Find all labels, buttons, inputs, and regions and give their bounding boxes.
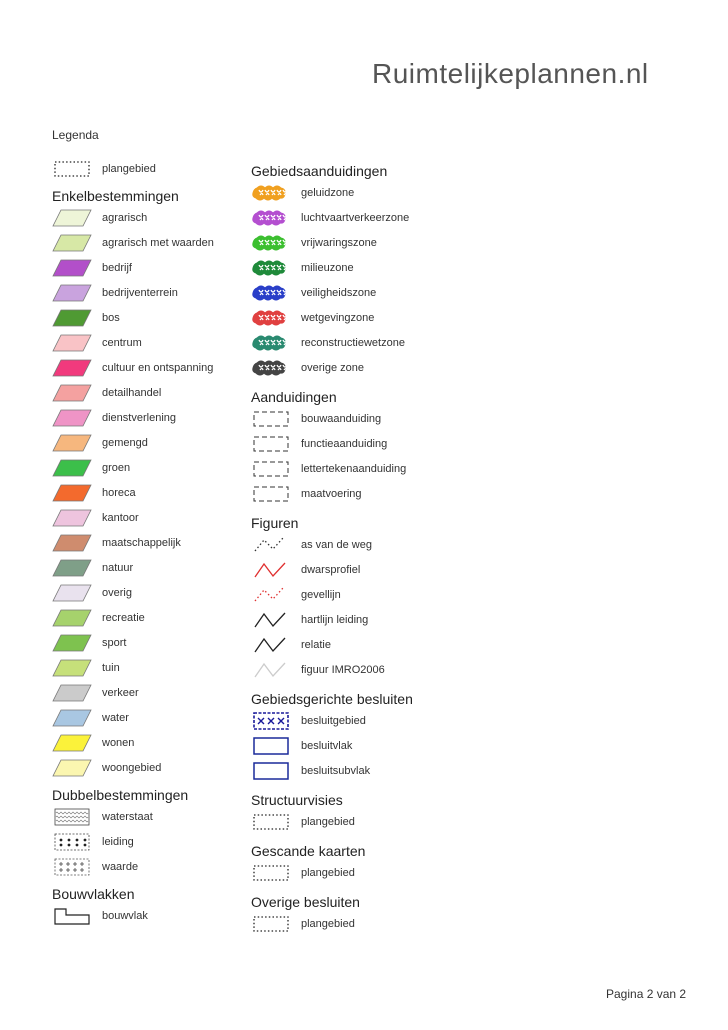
legend-item-label: as van de weg bbox=[301, 538, 372, 551]
zone-swatch-icon bbox=[251, 209, 291, 227]
legend-item-label: waarde bbox=[102, 860, 139, 873]
zone-swatch-icon bbox=[251, 184, 291, 202]
para-swatch-icon bbox=[52, 484, 92, 502]
line-solid-swatch-icon bbox=[251, 561, 291, 579]
para-swatch-icon bbox=[52, 284, 92, 302]
legend-item-gevellijn bbox=[251, 582, 441, 607]
section-title: Aanduidingen bbox=[251, 389, 337, 405]
legend-item-label: verkeer bbox=[102, 686, 139, 699]
legend-item-lettertekenaanduiding bbox=[251, 456, 441, 481]
para-swatch-icon bbox=[52, 434, 92, 452]
legend-item-label: bedrijventerrein bbox=[102, 286, 178, 299]
legend-item-horeca bbox=[52, 480, 242, 505]
section-title: Overige besluiten bbox=[251, 894, 360, 910]
zone-swatch-icon bbox=[251, 234, 291, 252]
legend-item-plangebied bbox=[251, 911, 441, 936]
para-swatch-icon bbox=[52, 734, 92, 752]
legend-item-label: plangebied bbox=[301, 815, 355, 828]
para-swatch-icon bbox=[52, 309, 92, 327]
legend-section-figuren bbox=[251, 514, 441, 682]
bouwvlak-swatch-icon bbox=[52, 907, 92, 925]
legend-item-relatie bbox=[251, 632, 441, 657]
legend-item-label: wonen bbox=[102, 736, 135, 749]
para-swatch-icon bbox=[52, 684, 92, 702]
legend-item-overige-zone bbox=[251, 355, 441, 380]
dash-rect-swatch-icon bbox=[251, 460, 291, 478]
legend-item-label: plangebied bbox=[102, 162, 156, 175]
line-dotted-swatch-icon bbox=[251, 586, 291, 604]
legend-item-gemengd bbox=[52, 430, 242, 455]
legend-item-waterstaat bbox=[52, 804, 242, 829]
para-swatch-icon bbox=[52, 709, 92, 727]
dash-rect-swatch-icon bbox=[251, 410, 291, 428]
legend-item-label: gemengd bbox=[102, 436, 148, 449]
dotted-rect-swatch-icon bbox=[251, 915, 291, 933]
legend-column-left bbox=[52, 156, 242, 928]
legend-item-vrijwaringszone bbox=[251, 230, 441, 255]
para-swatch-icon bbox=[52, 659, 92, 677]
legend-item-label: bedrijf bbox=[102, 261, 132, 274]
legend-item-besluitgebied bbox=[251, 708, 441, 733]
legend-item-agrarisch bbox=[52, 205, 242, 230]
legend-item-bos bbox=[52, 305, 242, 330]
legend-item-label: cultuur en ontspanning bbox=[102, 361, 214, 374]
legend-item-maatvoering bbox=[251, 481, 441, 506]
legend-item-label: waterstaat bbox=[102, 810, 153, 823]
legend-item-water bbox=[52, 705, 242, 730]
para-swatch-icon bbox=[52, 559, 92, 577]
legend-item-cultuur-en-ontspanning bbox=[52, 355, 242, 380]
dotted-rect-swatch-icon bbox=[251, 864, 291, 882]
plus-rect-swatch-icon bbox=[52, 858, 92, 876]
dotted-rect-swatch-icon bbox=[251, 813, 291, 831]
legend-section-overige-besluiten bbox=[251, 893, 441, 936]
site-brand: Ruimtelijkeplannen.nl bbox=[372, 58, 649, 89]
legend-item-label: vrijwaringszone bbox=[301, 236, 377, 249]
legend-item-label: bos bbox=[102, 311, 120, 324]
legend-section-gescande-kaarten bbox=[251, 842, 441, 885]
legend-item-label: geluidzone bbox=[301, 186, 355, 199]
para-swatch-icon bbox=[52, 534, 92, 552]
legend-item-label: tuin bbox=[102, 661, 120, 674]
legend-item-geluidzone bbox=[251, 180, 441, 205]
legend-section-structuurvisies bbox=[251, 791, 441, 834]
legend-item-overig bbox=[52, 580, 242, 605]
legend-item-label: leiding bbox=[102, 835, 134, 848]
dotted-rect-swatch-icon bbox=[52, 160, 92, 178]
legend-section-enkelbestemmingen bbox=[52, 187, 242, 780]
legend-item-dienstverlening bbox=[52, 405, 242, 430]
dash-rect-swatch-icon bbox=[251, 485, 291, 503]
zone-swatch-icon bbox=[251, 284, 291, 302]
legend-item-hartlijn-leiding bbox=[251, 607, 441, 632]
section-title: Dubbelbestemmingen bbox=[52, 787, 189, 803]
legend-item-leiding bbox=[52, 829, 242, 854]
legend-item-label: agrarisch met waarden bbox=[102, 236, 214, 249]
legend-item-label: overige zone bbox=[301, 361, 364, 374]
dots-rect-swatch-icon bbox=[52, 833, 92, 851]
legend-item-label: gevellijn bbox=[301, 588, 341, 601]
legend-item-label: woongebied bbox=[102, 761, 162, 774]
legend-item-wonen bbox=[52, 730, 242, 755]
legend-item-label: horeca bbox=[102, 486, 136, 499]
para-swatch-icon bbox=[52, 759, 92, 777]
legend-item-besluitvlak bbox=[251, 733, 441, 758]
dash-rect-swatch-icon bbox=[251, 435, 291, 453]
legend-item-detailhandel bbox=[52, 380, 242, 405]
legend-item-recreatie bbox=[52, 605, 242, 630]
legend-item-label: dienstverlening bbox=[102, 411, 176, 424]
legend-item-label: besluitsubvlak bbox=[301, 764, 371, 777]
line-solid-swatch-icon bbox=[251, 636, 291, 654]
legend-item-bedrijf bbox=[52, 255, 242, 280]
legend-item-bedrijventerrein bbox=[52, 280, 242, 305]
zone-swatch-icon bbox=[251, 334, 291, 352]
legend-item-plangebied bbox=[251, 860, 441, 885]
para-swatch-icon bbox=[52, 459, 92, 477]
line-dotted-swatch-icon bbox=[251, 536, 291, 554]
para-swatch-icon bbox=[52, 209, 92, 227]
legend-item-label: dwarsprofiel bbox=[301, 563, 361, 576]
legend-item-kantoor bbox=[52, 505, 242, 530]
legend-item-label: functieaanduiding bbox=[301, 437, 388, 450]
section-title: Gebiedsaanduidingen bbox=[251, 163, 388, 179]
legend-item-besluitsubvlak bbox=[251, 758, 441, 783]
legend-section-bouwvlakken bbox=[52, 885, 242, 928]
legend-item-reconstructiewetzone bbox=[251, 330, 441, 355]
legend-item-label: luchtvaartverkeerzone bbox=[301, 211, 410, 224]
legend-item-label: milieuzone bbox=[301, 261, 354, 274]
legend-item-plangebied bbox=[251, 809, 441, 834]
legend-item-agrarisch-met-waarden bbox=[52, 230, 242, 255]
legend-section-gebiedsaanduidingen bbox=[251, 162, 441, 380]
section-title: Figuren bbox=[251, 515, 299, 531]
legend-section bbox=[52, 156, 242, 181]
para-swatch-icon bbox=[52, 609, 92, 627]
legend-item-veiligheidszone bbox=[251, 280, 441, 305]
section-title: Structuurvisies bbox=[251, 792, 343, 808]
zone-swatch-icon bbox=[251, 259, 291, 277]
legend-item-label: kantoor bbox=[102, 511, 139, 524]
legend-item-bouwvlak bbox=[52, 903, 242, 928]
legend-item-natuur bbox=[52, 555, 242, 580]
legend-item-woongebied bbox=[52, 755, 242, 780]
legend-item-figuur-imro2006 bbox=[251, 657, 441, 682]
section-title: Gebiedsgerichte besluiten bbox=[251, 691, 413, 707]
line-solid-swatch-icon bbox=[251, 611, 291, 629]
legend-title: Legenda bbox=[52, 128, 99, 142]
section-title: Bouwvlakken bbox=[52, 886, 135, 902]
legend-item-label: veiligheidszone bbox=[301, 286, 377, 299]
legend-item-label: figuur IMRO2006 bbox=[301, 663, 385, 676]
legend-item-label: wetgevingzone bbox=[301, 311, 375, 324]
legend-item-sport bbox=[52, 630, 242, 655]
para-swatch-icon bbox=[52, 409, 92, 427]
legend-item-label: water bbox=[102, 711, 129, 724]
legend-item-verkeer bbox=[52, 680, 242, 705]
page-number: Pagina 2 van 2 bbox=[606, 987, 687, 1001]
legend-item-label: agrarisch bbox=[102, 211, 148, 224]
legend-item-plangebied bbox=[52, 156, 242, 181]
legend-item-label: maatschappelijk bbox=[102, 536, 181, 549]
legend-item-label: centrum bbox=[102, 336, 142, 349]
legend-item-groen bbox=[52, 455, 242, 480]
legend-item-waarde bbox=[52, 854, 242, 879]
line-solid-swatch-icon bbox=[251, 661, 291, 679]
legend-section-aanduidingen bbox=[251, 388, 441, 506]
para-swatch-icon bbox=[52, 384, 92, 402]
section-title: Enkelbestemmingen bbox=[52, 188, 179, 204]
legend-item-label: plangebied bbox=[301, 917, 355, 930]
legend-item-bouwaanduiding bbox=[251, 406, 441, 431]
legend-item-label: maatvoering bbox=[301, 487, 362, 500]
legend-item-tuin bbox=[52, 655, 242, 680]
zone-swatch-icon bbox=[251, 359, 291, 377]
legend-section-dubbelbestemmingen bbox=[52, 786, 242, 879]
legend-item-label: sport bbox=[102, 636, 127, 649]
legend-item-centrum bbox=[52, 330, 242, 355]
para-swatch-icon bbox=[52, 634, 92, 652]
legend-item-label: recreatie bbox=[102, 611, 145, 624]
para-swatch-icon bbox=[52, 234, 92, 252]
legend-column-right bbox=[251, 162, 441, 936]
blue-rect-swatch-icon bbox=[251, 737, 291, 755]
legend-item-label: besluitgebied bbox=[301, 714, 366, 727]
legend-item-label: natuur bbox=[102, 561, 134, 574]
legend-item-milieuzone bbox=[251, 255, 441, 280]
section-title: Gescande kaarten bbox=[251, 843, 366, 859]
legend-item-dwarsprofiel bbox=[251, 557, 441, 582]
legend-item-as-van-de-weg bbox=[251, 532, 441, 557]
legend-item-label: lettertekenaanduiding bbox=[301, 462, 407, 475]
legend-item-label: overig bbox=[102, 586, 132, 599]
legend-item-label: plangebied bbox=[301, 866, 355, 879]
legend-item-maatschappelijk bbox=[52, 530, 242, 555]
para-swatch-icon bbox=[52, 359, 92, 377]
legend-item-label: relatie bbox=[301, 638, 331, 651]
legend-item-label: detailhandel bbox=[102, 386, 162, 399]
wave-rect-swatch-icon bbox=[52, 808, 92, 826]
legend-item-functieaanduiding bbox=[251, 431, 441, 456]
legend-item-wetgevingzone bbox=[251, 305, 441, 330]
legend-item-label: besluitvlak bbox=[301, 739, 353, 752]
legend-item-label: bouwaanduiding bbox=[301, 412, 382, 425]
legend-item-luchtvaartverkeerzone bbox=[251, 205, 441, 230]
blue-rect-swatch-icon bbox=[251, 762, 291, 780]
para-swatch-icon bbox=[52, 584, 92, 602]
zone-swatch-icon bbox=[251, 309, 291, 327]
legend-item-label: reconstructiewetzone bbox=[301, 336, 405, 349]
legend-section-gebiedsgerichte-besluiten bbox=[251, 690, 441, 783]
legend-item-label: hartlijn leiding bbox=[301, 613, 369, 626]
legend-item-label: bouwvlak bbox=[102, 909, 148, 922]
para-swatch-icon bbox=[52, 509, 92, 527]
legend-item-label: groen bbox=[102, 461, 131, 474]
para-swatch-icon bbox=[52, 259, 92, 277]
besluitgebied-swatch-icon bbox=[251, 712, 291, 730]
para-swatch-icon bbox=[52, 334, 92, 352]
